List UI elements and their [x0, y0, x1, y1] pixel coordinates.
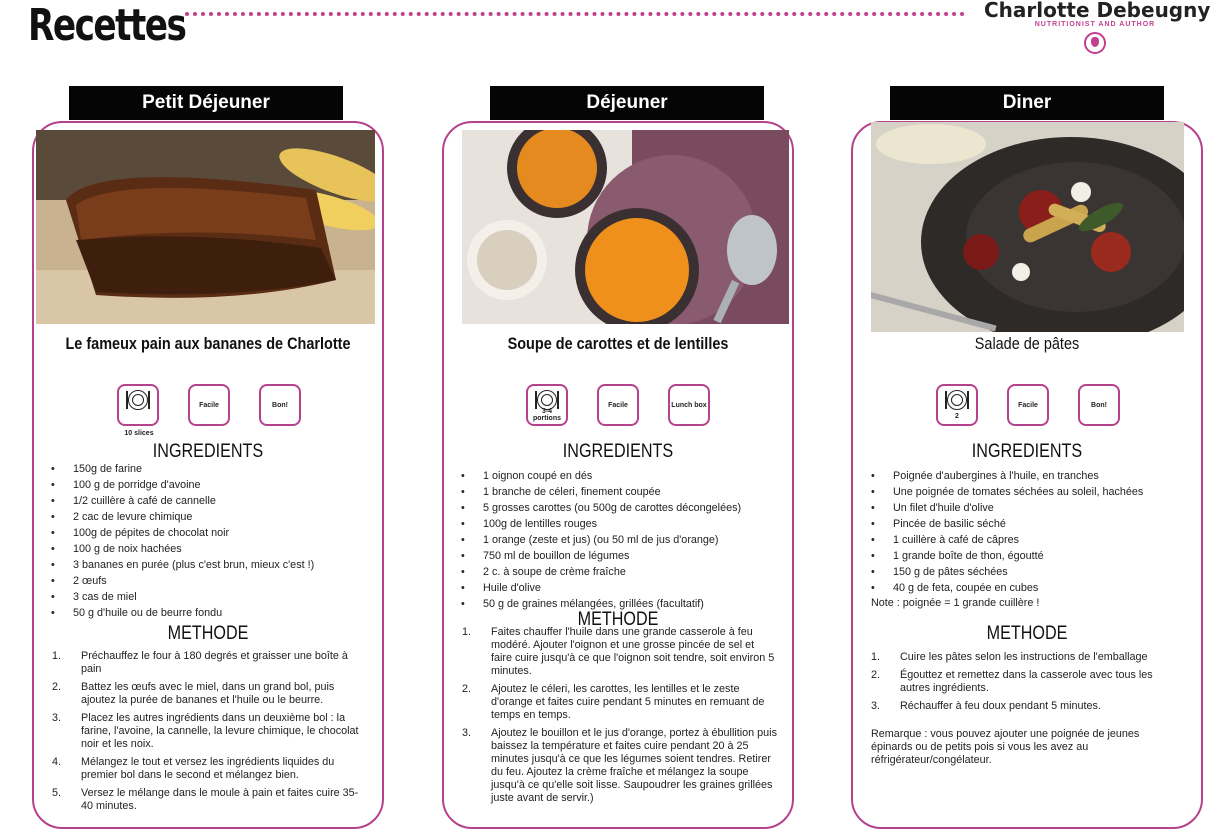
list-item: • 150g de farine [51, 461, 314, 477]
list-item: • 750 ml de bouillon de légumes [461, 548, 741, 564]
ingredients-list [871, 468, 1143, 596]
list-item: • 1/2 cuillère à café de cannelle [51, 493, 314, 509]
list-item: • Pincée de basilic séché [871, 516, 1143, 532]
list-item: 1. Préchauffez le four à 180 degrés et graisser une boîte à pain [52, 650, 348, 675]
difficulty-badge: Facile [188, 384, 230, 426]
list-item: 1. Cuire les pâtes selon les instructions de l'emballage [871, 651, 1148, 663]
list-item: 1. Faites chauffer l'huile dans une grande casserole à feu modéré. Ajouter l'oignon et une grosse pincée de sel et faire cuire jusqu'à ce que l'oignon soit tendre, soit environ 5 minutes. [462, 626, 775, 677]
list-item: 2. Ajoutez le céleri, les carottes, les lentilles et le zeste d'orange et faites cuire pendant 5 minutes en remuant de temps en temps. [462, 683, 765, 721]
brand-emblem-icon [1084, 32, 1106, 54]
servings-icon [117, 384, 159, 437]
list-item: 2. Battez les œufs avec le miel, dans un grand bol, puis ajoutez la purée de bananes et l'huile ou le beurre. [52, 681, 335, 706]
list-item: • 100g de pépites de chocolat noir [51, 525, 314, 541]
method-heading: METHODE [577, 609, 659, 630]
list-item: • 5 grosses carottes (ou 500g de carottes décongelées) [461, 500, 741, 516]
list-item: • Une poignée de tomates séchées au soleil, hachées [871, 484, 1143, 500]
ingredients-list [461, 468, 741, 612]
list-item: • 100g de lentilles rouges [461, 516, 741, 532]
list-item: 2. Égouttez et remettez dans la casserole avec tous les autres ingrédients. [871, 669, 1153, 694]
tab-dejeuner: Déjeuner [490, 86, 764, 120]
brand-logo [984, 0, 1211, 54]
remark-text: Remarque : vous pouvez ajouter une poignée de jeunes épinards ou de petits pois si vous les avez au réfrigérateur/congélateur. [871, 728, 1140, 766]
difficulty-badge: Facile [1007, 384, 1049, 426]
list-item: • 100 g de noix hachées [51, 541, 314, 557]
lunchbox-badge: Lunch box [668, 384, 710, 426]
servings-label: 10 slices [124, 430, 154, 437]
banana-bread-photo [36, 130, 375, 324]
recipe-title: Salade de pâtes [974, 334, 1080, 353]
difficulty-badge: Facile [597, 384, 639, 426]
brand-subtitle: NUTRITIONIST AND AUTHOR [1034, 21, 1156, 28]
list-item: • 1 branche de céleri, finement coupée [461, 484, 741, 500]
list-item: • 150 g de pâtes séchées [871, 564, 1143, 580]
pasta-salad-photo [871, 122, 1184, 332]
recipe-title: Le fameux pain aux bananes de Charlotte [65, 334, 351, 353]
list-item: • 50 g de graines mélangées, grillées (facultatif) [461, 596, 741, 612]
method-steps [871, 651, 1181, 718]
rating-badge: Bon! [259, 384, 301, 426]
servings-label: 3-4 portions [533, 408, 561, 422]
dotted-divider [185, 12, 965, 16]
ingredients-list [51, 461, 314, 621]
method-heading: METHODE [167, 623, 249, 644]
list-item: • Huile d'olive [461, 580, 741, 596]
method-steps [52, 650, 370, 818]
list-item: • 1 oignon coupé en dés [461, 468, 741, 484]
list-item: • 2 œufs [51, 573, 314, 589]
list-item: • Un filet d'huile d'olive [871, 500, 1143, 516]
list-item: • 40 g de feta, coupée en cubes [871, 580, 1143, 596]
recipe-icons [117, 384, 301, 437]
list-item: 3. Ajoutez le bouillon et le jus d'orange, portez à ébullition puis baissez la température et faites cuire pendant 20 à 25 minutes jusqu'à ce que les légumes soient tendres. Retirer du feu. Ajoutez la crème fraîche et mélangez la soupe jusqu'à ce qu'elle soit lisse. Saupoudrer les graines grillées juste avant de servir.) [462, 727, 777, 804]
list-item: 3. Réchauffer à feu doux pendant 5 minutes. [871, 700, 1101, 712]
recipe-icons [526, 384, 710, 426]
list-item: • 3 cas de miel [51, 589, 314, 605]
list-item: • 3 bananes en purée (plus c'est brun, mieux c'est !) [51, 557, 314, 573]
servings-icon [936, 384, 978, 426]
recipe-icons [936, 384, 1120, 426]
list-item: 4. Mélangez le tout et versez les ingrédients liquides du premier bol dans le second et mélangez bien. [52, 756, 335, 781]
method-heading: METHODE [986, 623, 1068, 644]
list-item: • Poignée d'aubergines à l'huile, en tranches [871, 468, 1143, 484]
list-item: • 1 grande boîte de thon, égoutté [871, 548, 1143, 564]
brand-name: Charlotte Debeugny [984, 0, 1211, 22]
carrot-soup-photo [462, 130, 789, 324]
list-item: 5. Versez le mélange dans le moule à pain et faites cuire 35-40 minutes. [52, 787, 359, 812]
ingredients-heading: INGREDIENTS [152, 441, 264, 462]
page-title: Recettes [28, 0, 186, 51]
recipe-title: Soupe de carottes et de lentilles [507, 334, 729, 353]
list-item: • 100 g de porridge d'avoine [51, 477, 314, 493]
servings-icon [526, 384, 568, 426]
list-item: • 50 g d'huile ou de beurre fondu [51, 605, 314, 621]
list-item: • 2 c. à soupe de crème fraîche [461, 564, 741, 580]
list-item: • 1 orange (zeste et jus) (ou 50 ml de jus d'orange) [461, 532, 741, 548]
tab-petit-dejeuner: Petit Déjeuner [69, 86, 343, 120]
rating-badge: Bon! [1078, 384, 1120, 426]
servings-label: 2 [955, 413, 959, 420]
ingredients-heading: INGREDIENTS [562, 441, 674, 462]
tab-diner: Diner [890, 86, 1164, 120]
list-item: • 2 cac de levure chimique [51, 509, 314, 525]
list-item: 3. Placez les autres ingrédients dans un deuxième bol : la farine, l'avoine, la cannelle, la levure chimique, le chocolat noir et les noix. [52, 712, 359, 750]
method-steps [462, 626, 777, 810]
ingredients-heading: INGREDIENTS [971, 441, 1083, 462]
list-item: • 1 cuillère à café de câpres [871, 532, 1143, 548]
ingredients-note: Note : poignée = 1 grande cuillère ! [871, 597, 1040, 609]
